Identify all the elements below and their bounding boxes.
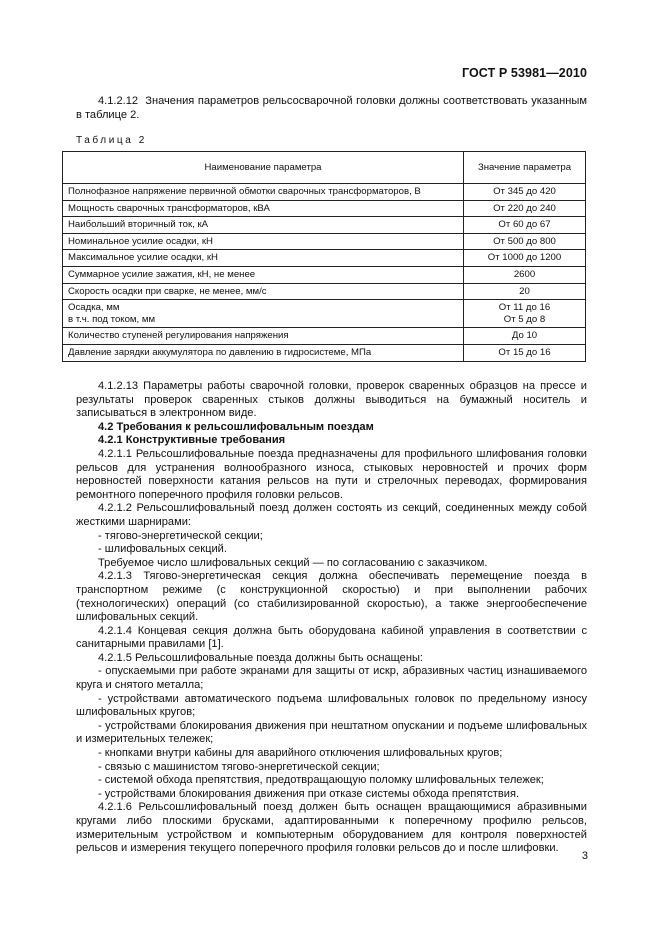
parameter-value-cell: От 345 до 420	[464, 184, 586, 201]
table-header-row	[63, 152, 586, 184]
parameter-value-cell: От 15 до 16	[464, 344, 586, 361]
heading-4-2: 4.2 Требования к рельсошлифовальным поездам	[98, 420, 374, 433]
parameter-name-cell: Максимальное усилие осадки, кН	[63, 250, 464, 267]
column-header-value: Значение параметра	[464, 152, 586, 184]
body-text	[76, 380, 587, 856]
table-row	[63, 233, 586, 250]
parameter-name-cell: Осадка, мм в т.ч. под током, мм	[63, 300, 464, 328]
paragraph-4-2-1-5: 4.2.1.5 Рельсошлифовальные поезда должны быть оснащены:	[98, 651, 424, 664]
parameter-name-cell: Полнофазное напряжение первичной обмотки сварочных трансформаторов, В	[63, 184, 464, 201]
paragraph-4-2-1-4: 4.2.1.4 Концевая секция должна быть оборудована кабиной управления в соответствии с санитарными правилами [1].	[76, 624, 587, 651]
list-item: - устройствами автоматического подъема шлифовальных головок по предельному износу шлифовальных кругов;	[76, 692, 587, 719]
standard-code: ГОСТ Р 53981—2010	[461, 66, 587, 80]
table-row	[63, 300, 586, 328]
table-row	[63, 344, 586, 361]
parameter-value-cell: От 11 до 16 От 5 до 8	[464, 300, 586, 328]
list-item: - тягово-энергетической секции;	[98, 529, 263, 542]
parameter-value-cell: От 500 до 800	[464, 233, 586, 250]
intro-paragraph	[76, 95, 587, 122]
paragraph-4-1-2-13: 4.1.2.13 Параметры работы сварочной головки, проверок сваренных образцов на прессе и результаты проверок сваренных стыков должны выводиться на бумажный носитель и записываться в электронном виде.	[76, 380, 587, 420]
parameter-name-cell: Наибольший вторичный ток, кА	[63, 217, 464, 234]
paragraph-4-2-1-1: 4.2.1.1 Рельсошлифовальные поезда предназначены для профильного шлифования головки рельсов для устранения волнообразного износа, стыковых неровностей и прочих форм неровностей поверхности катания рельсов на пути и стрелочных переводах, формирования ремонтного поперечного профиля головки рельсов.	[76, 447, 587, 501]
paragraph-4-2-1-3: 4.2.1.3 Тягово-энергетическая секция должна обеспечивать перемещение поезда в транспортном режиме (с конструкционной скоростью) и при выполнении рабочих (технологических) операций (со стабилизированной скоростью), а также энергообеспечение шлифовальных секций.	[76, 570, 587, 624]
list-item: - устройствами блокирования движения при нештатном опускании и подъеме шлифовальных и измерительных тележек;	[76, 719, 587, 746]
parameter-value-cell: От 1000 до 1200	[464, 250, 586, 267]
paragraph-4-2-1-6: 4.2.1.6 Рельсошлифовальный поезд должен быть оснащен вращающимися абразивными кругами либо плоскими брусками, адаптированными к поперечному профилю рельсов, измерительным устройством и компьютерным оборудованием для контроля поверхностей рельсов и измерения текущего поперечного профиля головки рельсов до и после шлифовки.	[76, 801, 587, 855]
heading-4-2-1: 4.2.1 Конструктивные требования	[98, 434, 286, 447]
parameter-name-cell: Давление зарядки аккумулятора по давлению в гидросистеме, МПа	[63, 344, 464, 361]
parameter-name-cell: Скорость осадки при сварке, не менее, мм/с	[63, 283, 464, 300]
parameter-name-cell: Количество ступеней регулирования напряжения	[63, 328, 464, 345]
list-item: - системой обхода препятствия, предотвращающую поломку шлифовальных тележек;	[98, 774, 544, 787]
table-row	[63, 200, 586, 217]
parameters-table	[62, 151, 586, 362]
table-row	[63, 266, 586, 283]
parameter-value-cell: От 60 до 67	[464, 217, 586, 234]
parameter-name-cell: Суммарное усилие зажатия, кН, не менее	[63, 266, 464, 283]
table-row	[63, 250, 586, 267]
page-number: 3	[581, 850, 588, 862]
table-row	[63, 184, 586, 201]
intro-text: Значения параметров рельсосварочной головки должны соответствовать указанным в таблице 2.	[76, 95, 587, 121]
intro-clause: 4.1.2.12	[98, 95, 139, 107]
paragraph-grinding-count: Требуемое число шлифовальных секций — по согласованию с заказчиком.	[98, 556, 488, 569]
table-row	[63, 283, 586, 300]
list-item: - опускаемыми при работе экранами для защиты от искр, абразивных частиц изнашиваемого круга и снятого металла;	[76, 665, 587, 692]
list-item: - кнопками внутри кабины для аварийного отключения шлифовальных кругов;	[98, 747, 503, 760]
column-header-parameter: Наименование параметра	[63, 152, 464, 184]
parameter-name-cell: Номинальное усилие осадки, кН	[63, 233, 464, 250]
parameter-value-cell: От 220 до 240	[464, 200, 586, 217]
table-row	[63, 217, 586, 234]
parameter-value-cell: До 10	[464, 328, 586, 345]
table-body	[63, 184, 586, 362]
parameter-value-cell: 2600	[464, 266, 586, 283]
parameter-value-cell: 20	[464, 283, 586, 300]
list-item: - устройствами блокирования движения при отказе системы обхода препятствия.	[98, 787, 520, 800]
list-item: - шлифовальных секций.	[98, 543, 227, 556]
parameter-name-cell: Мощность сварочных трансформаторов, кВА	[63, 200, 464, 217]
table-caption: Таблица 2	[76, 135, 147, 146]
table-row	[63, 328, 586, 345]
list-item: - связью с машинистом тягово-энергетической секции;	[98, 760, 380, 773]
paragraph-4-2-1-2: 4.2.1.2 Рельсошлифовальный поезд должен состоять из секций, соединенных между собой жесткими шарнирами:	[76, 502, 587, 528]
